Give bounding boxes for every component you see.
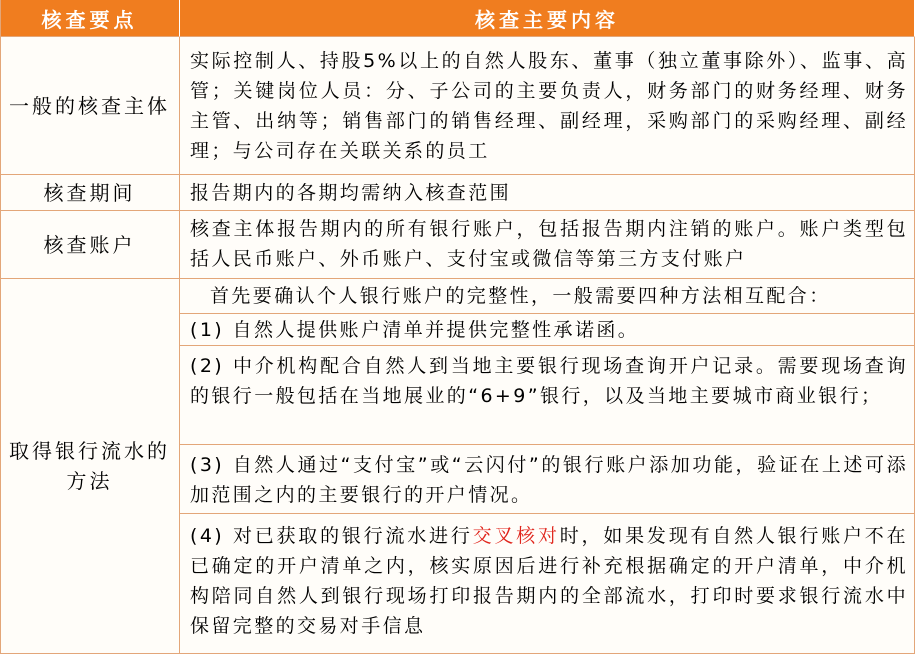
row-accounts-label: 核查账户: [0, 211, 180, 279]
row-subject-content: 实际控制人、持股5%以上的自然人股东、董事（独立董事除外）、监事、高管；关键岗位人员：分、子公司的主要负责人，财务部门的财务经理、财务主管、出纳等；销售部门的销售经理、副经理，采购部门的采购经理、副经理；与公司存在关联关系的员工: [180, 37, 915, 175]
header-col-main-content: 核查主要内容: [180, 0, 915, 37]
row-method-label: [0, 279, 180, 654]
row-period-label: 核查期间: [0, 175, 180, 211]
row-period-content: 报告期内的各期均需纳入核查范围: [180, 175, 915, 211]
step4-text-start: (4) 对已获取的银行流水进行: [190, 525, 473, 547]
step4-text-end: 时，如果发现有自然人银行账户不在已确定的开户清单之内，核实原因后进行补充根据确定的开户清单，中介机构陪同自然人到银行现场打印报告期内的全部流水，打印时要求银行流水中保留完整的交易对手信息: [190, 525, 908, 637]
header-col-key-points: 核查要点: [0, 0, 180, 37]
row-method-step3: (3) 自然人通过“支付宝”或“云闪付”的银行账户添加功能，验证在上述可添加范围之内的主要银行的开户情况。: [180, 445, 915, 514]
row-subject-label: 一般的核查主体: [0, 37, 180, 175]
row-method-label-line2: 方法: [66, 469, 113, 493]
row-method-step1: (1) 自然人提供账户清单并提供完整性承诺函。: [180, 314, 915, 346]
row-method-step4: [180, 514, 915, 654]
row-accounts-content: 核查主体报告期内的所有银行账户，包括报告期内注销的账户。账户类型包括人民币账户、外币账户、支付宝或微信等第三方支付账户: [180, 211, 915, 279]
row-method-intro: 首先要确认个人银行账户的完整性，一般需要四种方法相互配合：: [180, 279, 915, 314]
step4-highlight-cross-check: 交叉核对: [472, 525, 560, 547]
row-method-label-line1: 取得银行流水的: [9, 439, 170, 463]
row-method-step2: (2) 中介机构配合自然人到当地主要银行现场查询开户记录。需要现场查询的银行一般包括在当地展业的“6+9”银行，以及当地主要城市商业银行；: [180, 346, 915, 445]
